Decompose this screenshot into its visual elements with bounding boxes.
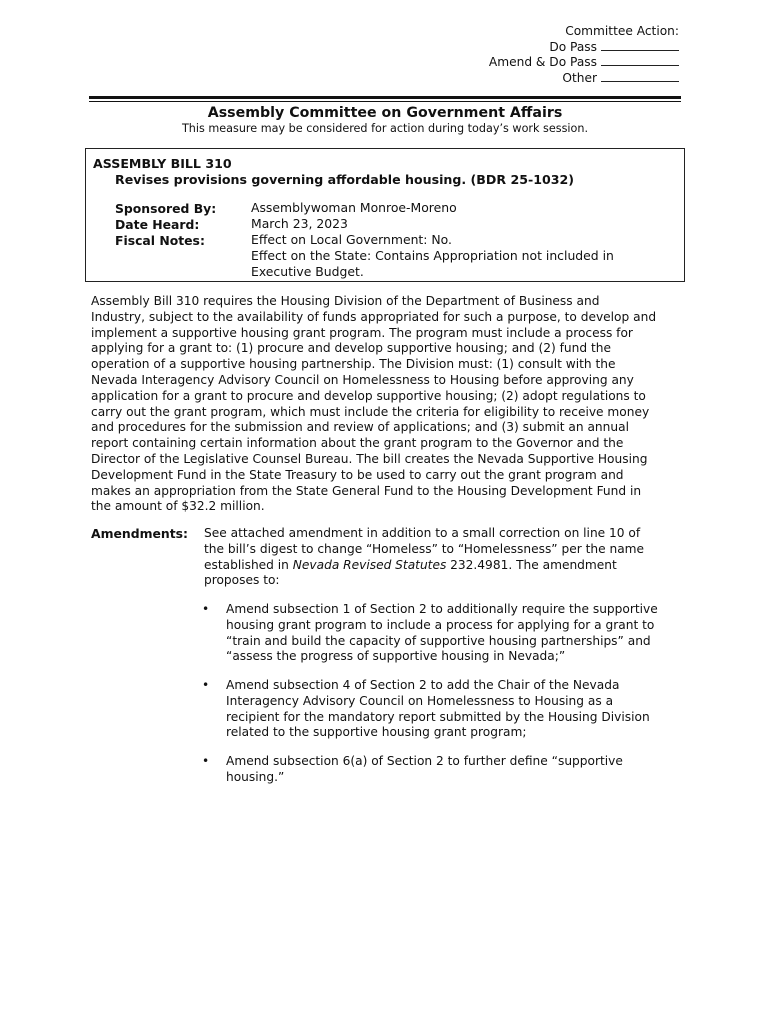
fiscal-notes-label: Fiscal Notes:: [115, 233, 205, 248]
amend-do-pass-blank: [601, 55, 679, 66]
amendments-intro: [204, 526, 684, 589]
committee-action-title: Committee Action:: [565, 24, 679, 38]
do-pass-option: Do Pass: [489, 40, 679, 56]
summary-line: the amount of $32.2 million.: [91, 499, 265, 514]
summary-line: Industry, subject to the availability of funds appropriated for such a purpose, to develop and: [91, 309, 657, 324]
amendments-line: established in Nevada Revised Statutes 232.4981. The amendment: [204, 557, 617, 572]
date-heard-value: March 23, 2023: [251, 216, 348, 231]
committee-title: Assembly Committee on Government Affairs: [207, 105, 563, 121]
summary-line: Director of the Legislative Counsel Bureau. The bill creates the Nevada Supportive Housing: [91, 451, 648, 466]
other-blank: [601, 71, 679, 82]
fiscal-note-line: Executive Budget.: [251, 264, 364, 279]
bullet-line: “assess the progress of supportive housing in Nevada;”: [226, 649, 566, 664]
bill-number: ASSEMBLY BILL 310: [93, 156, 232, 171]
bill-info-box: [85, 148, 685, 282]
bullet-line: housing.”: [226, 769, 285, 784]
header-rule-thick: [89, 96, 681, 99]
bullet-icon: •: [202, 602, 210, 616]
committee-action-block: [489, 24, 679, 86]
fiscal-notes-value: [251, 232, 614, 280]
bullet-icon: •: [202, 678, 210, 692]
bullet-line: Amend subsection 6(a) of Section 2 to further define “supportive: [226, 754, 623, 768]
summary-line: carry out the grant program, which must include the criteria for eligibility to receive money: [91, 404, 650, 419]
summary-line: makes an appropriation from the State General Fund to the Housing Development Fund in: [91, 483, 642, 498]
fiscal-note-line: Effect on the State: Contains Appropriation not included in: [251, 248, 614, 263]
summary-line: report containing certain information about the grant program to the Governor and the: [91, 436, 624, 451]
bullet-line: Amend subsection 4 of Section 2 to add the Chair of the Nevada: [226, 678, 620, 692]
summary-line: Assembly Bill 310 requires the Housing Division of the Department of Business and: [91, 294, 600, 308]
bullet-icon: •: [202, 754, 210, 768]
sponsored-by-value: Assemblywoman Monroe-Moreno: [251, 200, 457, 215]
other-option: Other: [489, 71, 679, 87]
bullet-line: housing grant program to include a process for applying for a grant to: [226, 617, 655, 632]
bullet-line: recipient for the mandatory report submitted by the Housing Division: [226, 709, 650, 724]
summary-line: application for a grant to procure and develop supportive housing; (2) adopt regulations to: [91, 388, 646, 403]
summary-line: Development Fund in the State Treasury to be used to carry out the grant program and: [91, 467, 624, 482]
bullet-line: “train and build the capacity of supportive housing partnerships” and: [226, 633, 651, 648]
summary-line: implement a supportive housing grant program. The program must include a process for: [91, 325, 633, 340]
summary-line: and procedures for the submission and review of applications; and (3) submit an annual: [91, 420, 629, 435]
bullet-line: related to the supportive housing grant program;: [226, 725, 527, 740]
header-rule-thin: [89, 101, 681, 102]
amendments-label: Amendments:: [91, 526, 188, 541]
amendments-line: the bill’s digest to change “Homeless” to “Homelessness” per the name: [204, 541, 645, 556]
date-heard-label: Date Heard:: [115, 217, 200, 232]
fiscal-note-line: Effect on Local Government: No.: [251, 232, 452, 247]
amendments-line: proposes to:: [204, 573, 280, 588]
bullet-line: Amend subsection 1 of Section 2 to additionally require the supportive: [226, 602, 658, 616]
amend-do-pass-option: Amend & Do Pass: [489, 55, 679, 71]
committee-subtitle: This measure may be considered for action during today’s work session.: [181, 122, 589, 135]
bullet-line: Interagency Advisory Council on Homelessness to Housing as a: [226, 693, 614, 708]
amendments-line: See attached amendment in addition to a small correction on line 10 of: [204, 526, 641, 540]
summary-line: applying for a grant to: (1) procure and develop supportive housing; and (2) fund the: [91, 341, 611, 356]
summary-line: Nevada Interagency Advisory Council on Homelessness to Housing before approving any: [91, 372, 634, 387]
nrs-citation: Nevada Revised Statutes: [292, 557, 447, 572]
summary-line: operation of a supportive housing partnership. The Division must: (1) consult with the: [91, 357, 616, 372]
sponsored-by-label: Sponsored By:: [115, 201, 217, 216]
do-pass-blank: [601, 40, 679, 51]
bill-description: Revises provisions governing affordable housing. (BDR 25-1032): [115, 172, 575, 187]
bill-summary: [91, 294, 691, 515]
